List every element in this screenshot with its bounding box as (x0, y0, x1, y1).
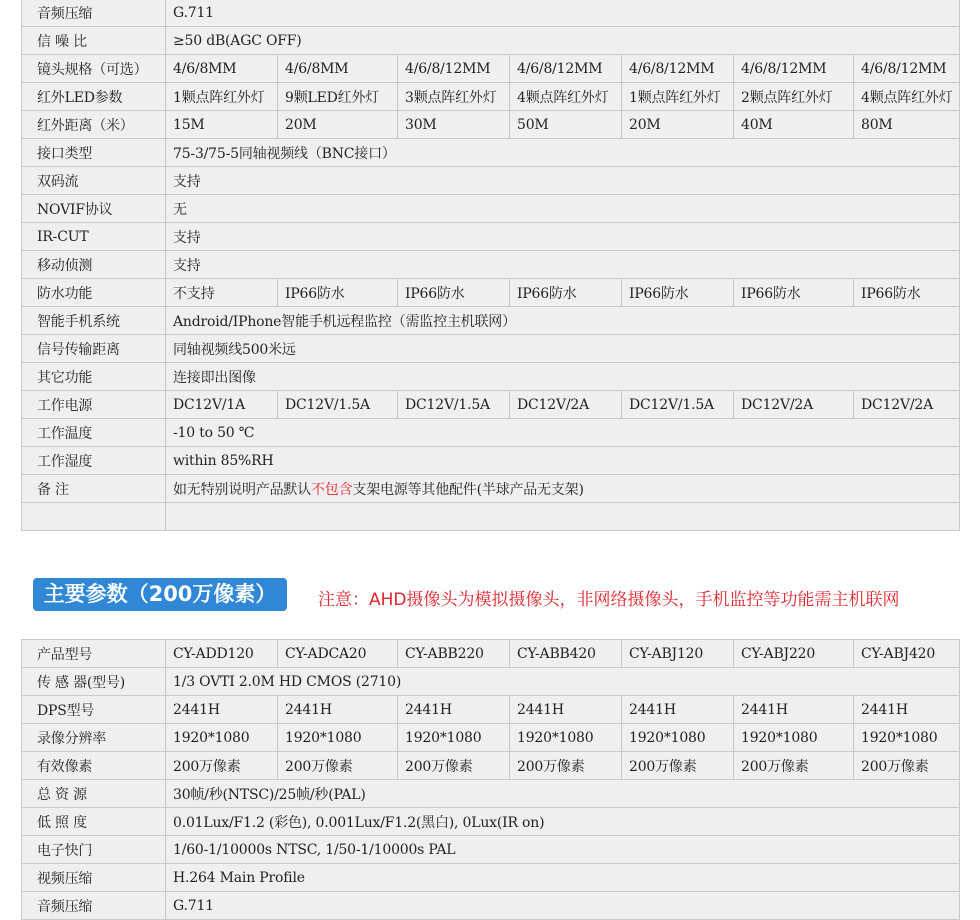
row-label: 红外距离（米） (22, 111, 166, 139)
row-label: 防水功能 (22, 279, 166, 307)
row-label: 低 照 度 (22, 808, 166, 836)
row-value: 支持 (166, 223, 960, 251)
row-label: 电子快门 (22, 836, 166, 864)
row-label: 双码流 (22, 167, 166, 195)
row-value: IP66防水 (734, 279, 854, 307)
row-value: CY-ABJ420 (854, 640, 960, 668)
row-value: DC12V/1A (166, 391, 278, 419)
table-row (22, 223, 960, 251)
table-row (22, 503, 960, 531)
row-value: 1920*1080 (854, 724, 960, 752)
table-row (22, 640, 960, 668)
row-value: 50M (510, 111, 622, 139)
row-label: 总 资 源 (22, 780, 166, 808)
table-row (22, 139, 960, 167)
row-value: 3颗点阵红外灯 (398, 83, 510, 111)
row-value: 200万像素 (734, 752, 854, 780)
spec-table-top (21, 0, 960, 531)
row-value: CY-ABB220 (398, 640, 510, 668)
table-row (22, 279, 960, 307)
row-label: NOVIF协议 (22, 195, 166, 223)
row-label (22, 503, 166, 531)
table-row (22, 167, 960, 195)
row-label: 工作电源 (22, 391, 166, 419)
row-value: DC12V/2A (854, 391, 960, 419)
row-label: 有效像素 (22, 752, 166, 780)
row-value: G.711 (166, 892, 960, 920)
row-value: 1920*1080 (622, 724, 734, 752)
table-row (22, 780, 960, 808)
table-row (22, 195, 960, 223)
note-suffix: 支架电源等其他配件(半球产品无支架) (352, 481, 584, 498)
row-label: 其它功能 (22, 363, 166, 391)
row-value: 2441H (398, 696, 510, 724)
row-value: 4/6/8/12MM (398, 55, 510, 83)
note-highlight: 不包含 (311, 481, 353, 498)
row-label: 信 噪 比 (22, 27, 166, 55)
row-value: IP66防水 (854, 279, 960, 307)
row-value: DC12V/1.5A (278, 391, 398, 419)
table-row (22, 447, 960, 475)
row-value: 2441H (622, 696, 734, 724)
row-value: 2441H (734, 696, 854, 724)
row-value: 1920*1080 (510, 724, 622, 752)
row-value: 无 (166, 195, 960, 223)
row-value: 4颗点阵红外灯 (510, 83, 622, 111)
row-value: CY-ABJ120 (622, 640, 734, 668)
row-label: 传 感 器(型号) (22, 668, 166, 696)
row-value: IP66防水 (398, 279, 510, 307)
spec-table-bottom (21, 639, 960, 920)
row-value: 1920*1080 (278, 724, 398, 752)
notice-text: 注意：AHD摄像头为模拟摄像头，非网络摄像头，手机监控等功能需主机联网 (318, 590, 900, 610)
row-value: 200万像素 (622, 752, 734, 780)
row-label: 移动侦测 (22, 251, 166, 279)
row-value: -10 to 50 ℃ (166, 419, 960, 447)
row-value: 2颗点阵红外灯 (734, 83, 854, 111)
row-value: 0.01Lux/F1.2 (彩色), 0.001Lux/F1.2(黑白), 0Lux(IR on) (166, 808, 960, 836)
section-badge: 主要参数（200万像素） (33, 578, 287, 611)
row-value (166, 475, 960, 503)
row-value: 2441H (854, 696, 960, 724)
row-value: 不支持 (166, 279, 278, 307)
row-value: H.264 Main Profile (166, 864, 960, 892)
row-label: 音频压缩 (22, 892, 166, 920)
row-value: 200万像素 (510, 752, 622, 780)
row-value: 1颗点阵红外灯 (166, 83, 278, 111)
row-label: 视频压缩 (22, 864, 166, 892)
row-value: IP66防水 (278, 279, 398, 307)
row-value: DC12V/1.5A (622, 391, 734, 419)
row-value: 支持 (166, 167, 960, 195)
row-value: 4/6/8MM (166, 55, 278, 83)
row-value: 2441H (510, 696, 622, 724)
row-value: DC12V/2A (510, 391, 622, 419)
row-label: 备 注 (22, 475, 166, 503)
row-value: 200万像素 (278, 752, 398, 780)
table-row (22, 391, 960, 419)
row-value (166, 503, 960, 531)
table-row (22, 696, 960, 724)
row-value: 2441H (166, 696, 278, 724)
row-value: IP66防水 (622, 279, 734, 307)
row-value: CY-ABB420 (510, 640, 622, 668)
row-value: 30帧/秒(NTSC)/25帧/秒(PAL) (166, 780, 960, 808)
row-label: DPS型号 (22, 696, 166, 724)
row-label: 信号传输距离 (22, 335, 166, 363)
row-label: 录像分辨率 (22, 724, 166, 752)
table-row (22, 668, 960, 696)
table-row (22, 335, 960, 363)
table-row (22, 808, 960, 836)
note-text: 如无特别说明产品默认 (173, 481, 311, 498)
row-value: 1颗点阵红外灯 (622, 83, 734, 111)
row-value: 4颗点阵红外灯 (854, 83, 960, 111)
row-value: 200万像素 (398, 752, 510, 780)
row-value: 支持 (166, 251, 960, 279)
row-value: 4/6/8/12MM (622, 55, 734, 83)
table-row (22, 0, 960, 27)
row-value: 75-3/75-5同轴视频线（BNC接口） (166, 139, 960, 167)
table-row (22, 475, 960, 503)
table-row (22, 55, 960, 83)
table-row (22, 864, 960, 892)
row-label: 产品型号 (22, 640, 166, 668)
row-value: 同轴视频线500米远 (166, 335, 960, 363)
table-row (22, 111, 960, 139)
row-value: ≥50 dB(AGC OFF) (166, 27, 960, 55)
row-value: 4/6/8/12MM (734, 55, 854, 83)
row-value: 9颗LED红外灯 (278, 83, 398, 111)
row-value: 1920*1080 (398, 724, 510, 752)
table-row (22, 752, 960, 780)
row-label: 接口类型 (22, 139, 166, 167)
row-value: 1/3 OVTI 2.0M HD CMOS (2710) (166, 668, 960, 696)
row-label: 工作温度 (22, 419, 166, 447)
row-label: 红外LED参数 (22, 83, 166, 111)
row-value: 15M (166, 111, 278, 139)
row-value: 4/6/8/12MM (510, 55, 622, 83)
row-value: CY-ADCA20 (278, 640, 398, 668)
row-value: 80M (854, 111, 960, 139)
table-row (22, 419, 960, 447)
row-label: 智能手机系统 (22, 307, 166, 335)
row-value: CY-ADD120 (166, 640, 278, 668)
row-value: 1/60-1/10000s NTSC, 1/50-1/10000s PAL (166, 836, 960, 864)
row-value: Android/IPhone智能手机远程监控（需监控主机联网） (166, 307, 960, 335)
row-value: 30M (398, 111, 510, 139)
row-value: 1920*1080 (166, 724, 278, 752)
table-row (22, 83, 960, 111)
row-value: 40M (734, 111, 854, 139)
row-value: CY-ABJ220 (734, 640, 854, 668)
row-value: 2441H (278, 696, 398, 724)
row-value: 连接即出图像 (166, 363, 960, 391)
table-row (22, 836, 960, 864)
row-value: 200万像素 (166, 752, 278, 780)
table-row (22, 724, 960, 752)
table-row (22, 27, 960, 55)
row-value: IP66防水 (510, 279, 622, 307)
row-label: 音频压缩 (22, 0, 166, 27)
row-label: IR-CUT (22, 223, 166, 251)
table-row (22, 307, 960, 335)
row-value: 20M (278, 111, 398, 139)
row-value: within 85%RH (166, 447, 960, 475)
row-value: DC12V/1.5A (398, 391, 510, 419)
row-value: 4/6/8/12MM (854, 55, 960, 83)
table-row (22, 363, 960, 391)
row-value: 20M (622, 111, 734, 139)
row-value: 1920*1080 (734, 724, 854, 752)
table-row (22, 892, 960, 920)
row-value: G.711 (166, 0, 960, 27)
row-label: 镜头规格（可选） (22, 55, 166, 83)
row-value: DC12V/2A (734, 391, 854, 419)
row-value: 200万像素 (854, 752, 960, 780)
row-label: 工作湿度 (22, 447, 166, 475)
row-value: 4/6/8MM (278, 55, 398, 83)
table-row (22, 251, 960, 279)
